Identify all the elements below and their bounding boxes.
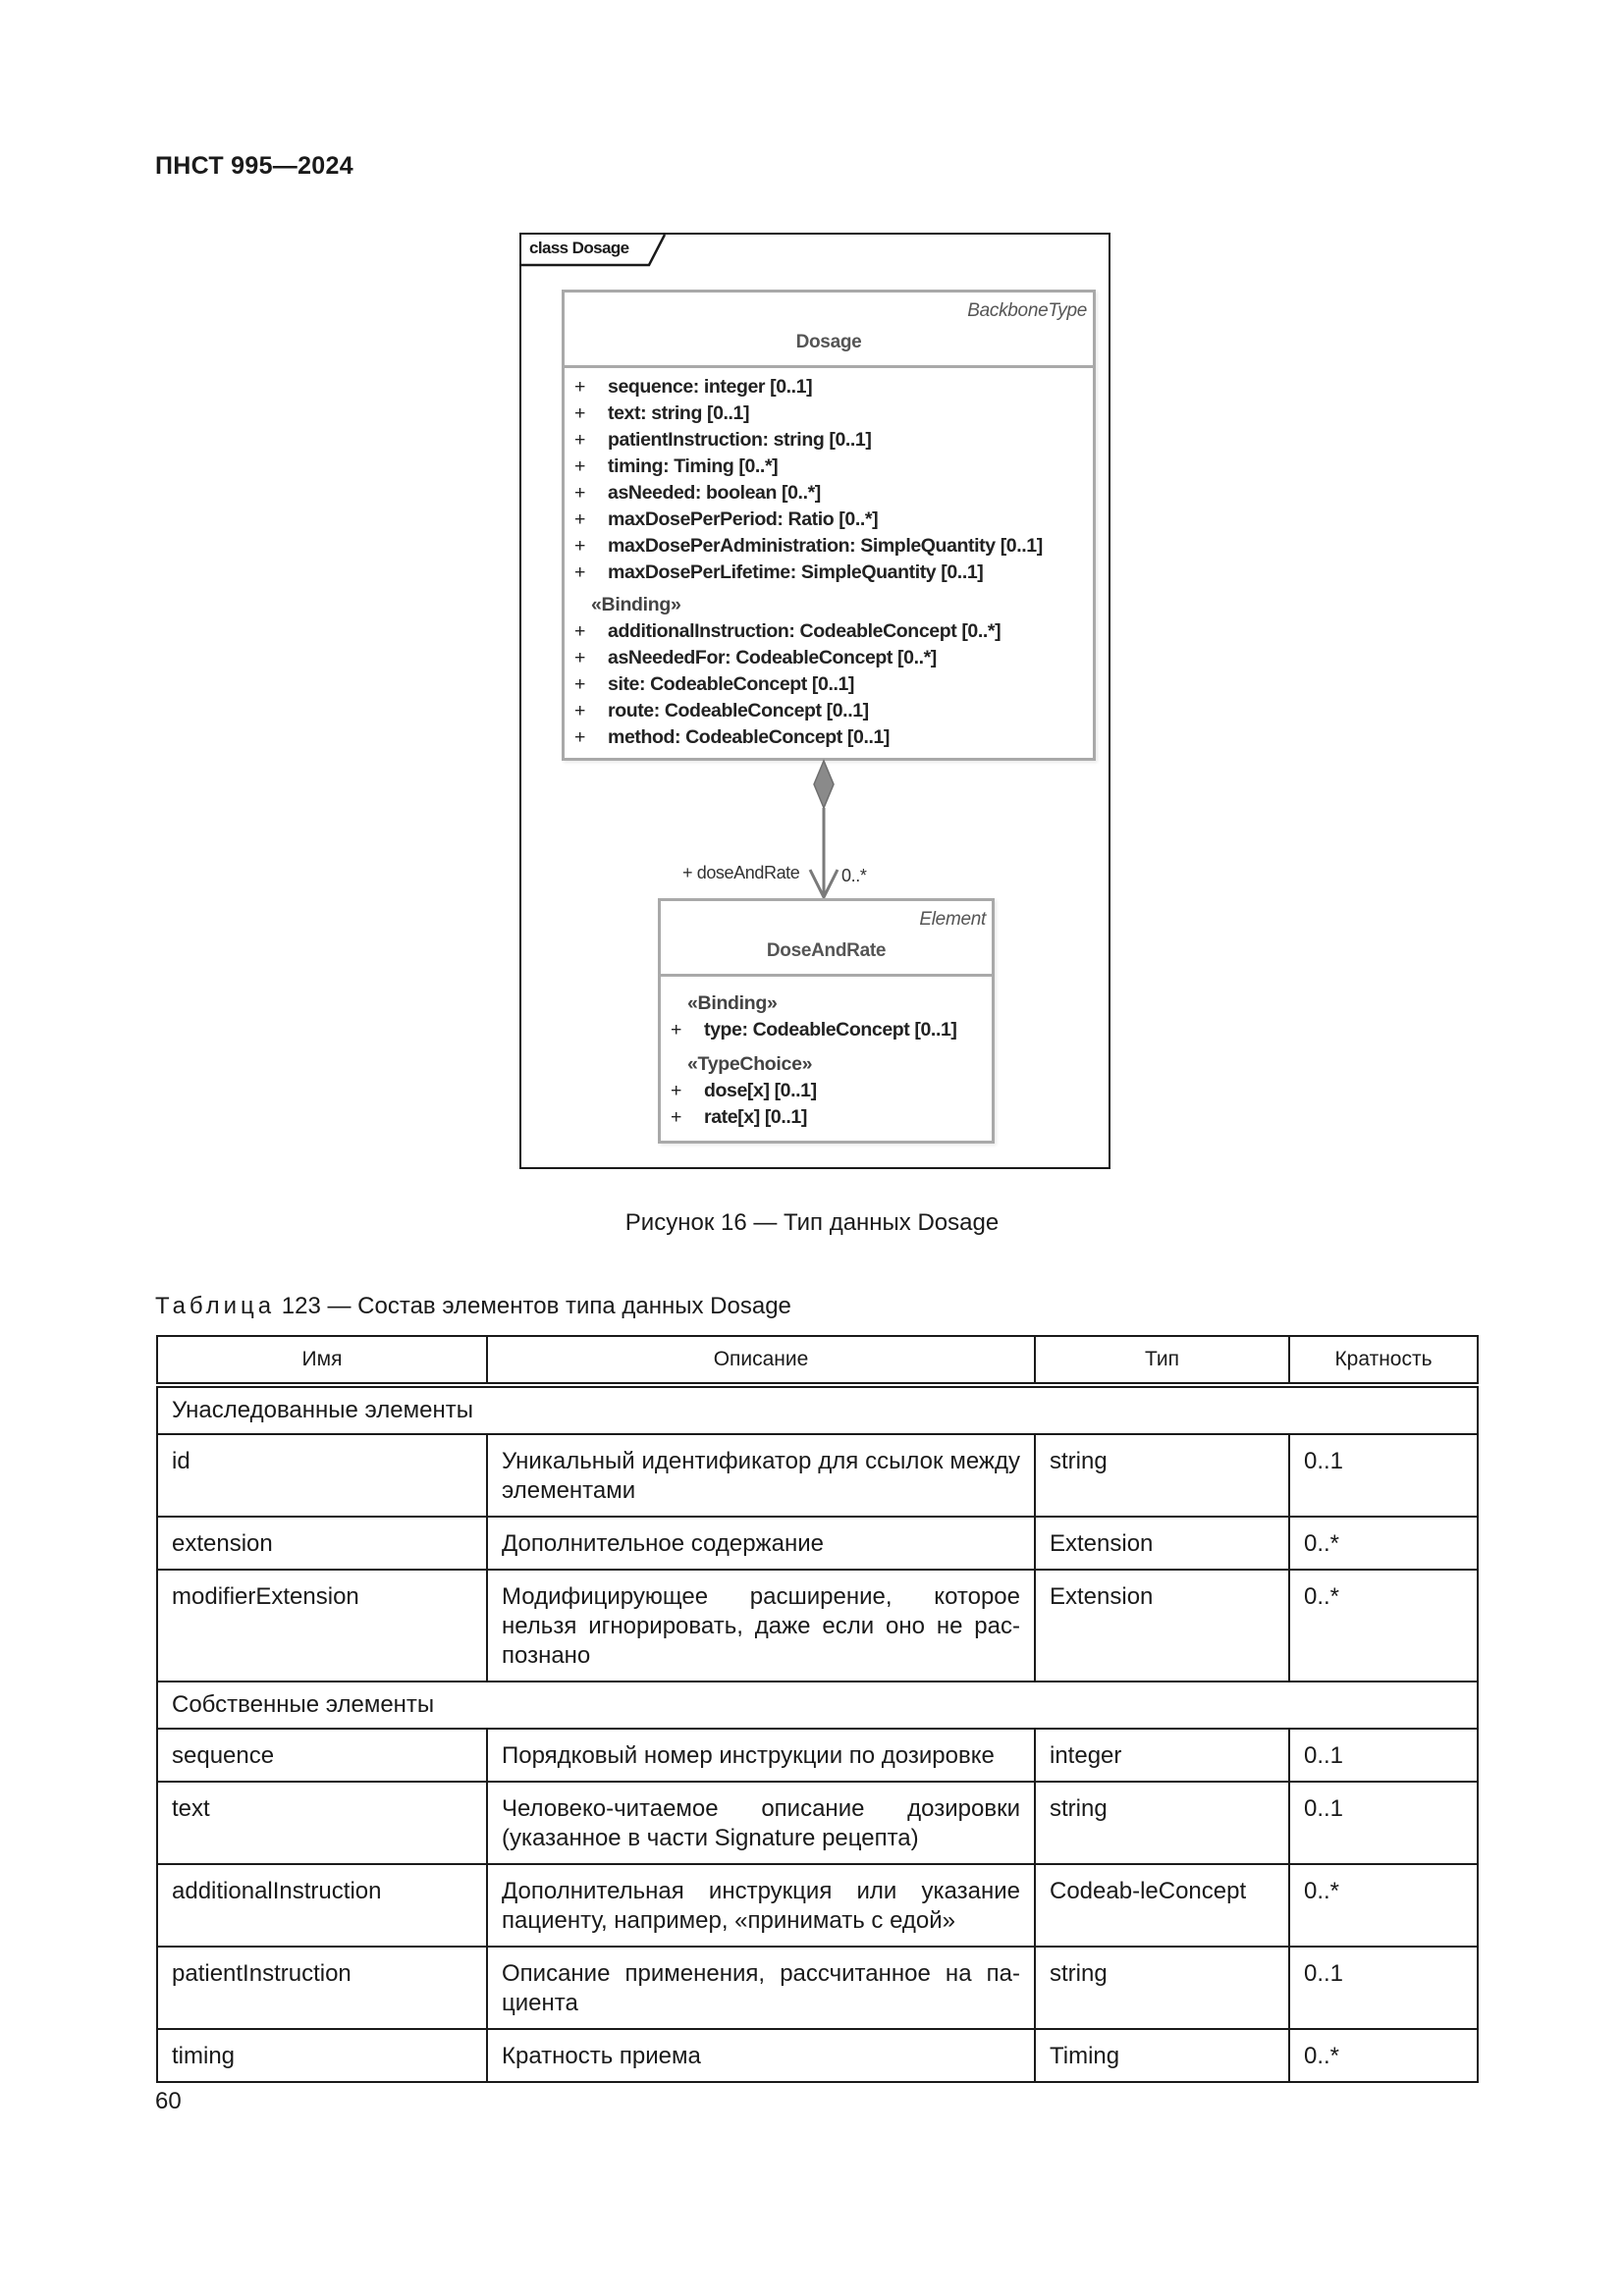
uml-attribute: + asNeededFor: CodeableConcept [0..*] [574,647,937,668]
uml-attribute: + patientInstruction: string [0..1] [574,429,872,451]
uml-attribute: + rate[x] [0..1] [671,1106,807,1128]
table-header-row [157,1336,1478,1385]
class-dose-and-rate [658,898,995,1144]
class-dosage-name: Dosage [795,332,862,352]
class-dose-and-rate-header [661,901,992,977]
binding-stereotype: «Binding» [687,992,778,1014]
table-row [157,1729,1478,1782]
cell-name: timing [157,2029,487,2082]
cell-type: string [1035,1434,1289,1517]
class-dosage-stereotype: BackboneType [967,300,1087,321]
cell-type: Extension [1035,1570,1289,1682]
cell-name: text [157,1782,487,1864]
cell-description: Описание применения, рассчитанное на па-циента [487,1947,1035,2029]
class-dose-and-rate-name: DoseAndRate [766,940,887,961]
table-title-text: 123 — Состав элементов типа данных Dosage [281,1293,791,1319]
table-row [157,2029,1478,2082]
uml-attribute: + maxDosePerLifetime: SimpleQuantity [0..1] [574,561,984,583]
binding-stereotype: «Binding» [591,594,681,615]
cell-name: extension [157,1517,487,1570]
typechoice-stereotype: «TypeChoice» [687,1053,813,1075]
uml-attribute: + maxDosePerPeriod: Ratio [0..*] [574,508,879,530]
table-row [157,1434,1478,1517]
uml-attribute: + text: string [0..1] [574,402,750,424]
header-type: Тип [1035,1336,1289,1385]
cell-description: Дополнительное содержание [487,1517,1035,1570]
class-dose-and-rate-stereotype: Element [919,909,986,930]
table-row [157,1570,1478,1682]
cell-type: string [1035,1947,1289,2029]
table-row [157,1864,1478,1947]
table-row [157,1947,1478,2029]
uml-attribute: + additionalInstruction: CodeableConcept [0..*] [574,620,1001,642]
header-description: Описание [487,1336,1035,1385]
cell-cardinality: 0..1 [1289,1434,1478,1517]
table-title-prefix: Таблица [155,1293,276,1319]
uml-attribute: + dose[x] [0..1] [671,1080,817,1101]
cell-type: integer [1035,1729,1289,1782]
uml-attribute: + sequence: integer [0..1] [574,376,813,398]
cell-name: additionalInstruction [157,1864,487,1947]
cell-cardinality: 0..1 [1289,1782,1478,1864]
section-label: Унаследованные элементы [157,1385,1478,1434]
table-title [155,1293,791,1320]
uml-diagram-frame [519,233,1110,1169]
cell-type: string [1035,1782,1289,1864]
association-role: + doseAndRate [682,863,800,882]
header-cardinality: Кратность [1289,1336,1478,1385]
cell-type: Timing [1035,2029,1289,2082]
uml-attribute: + asNeeded: boolean [0..*] [574,482,821,504]
cell-type: Extension [1035,1517,1289,1570]
cell-name: sequence [157,1729,487,1782]
uml-attribute: + timing: Timing [0..*] [574,455,779,477]
document-code: ПНСТ 995—2024 [155,152,353,180]
section-row-own [157,1682,1478,1729]
composition-diamond-icon [814,761,834,808]
cell-cardinality: 0..1 [1289,1947,1478,2029]
cell-cardinality: 0..1 [1289,1729,1478,1782]
frame-label: class Dosage [529,239,629,257]
cell-description: Человеко-читаемое описание дозировки (указанное в части Signature рецепта) [487,1782,1035,1864]
section-row-inherited [157,1385,1478,1434]
uml-attribute: + method: CodeableConcept [0..1] [574,726,891,748]
cell-cardinality: 0..* [1289,1517,1478,1570]
table-row [157,1782,1478,1864]
class-dose-and-rate-attributes [661,977,992,1133]
uml-attribute: + maxDosePerAdministration: SimpleQuantity [0..1] [574,535,1043,557]
cell-description: Порядковый номер инструкции по дозировке [487,1729,1035,1782]
cell-description: Дополнительная инструкция или указание пациенту, например, «принимать с едой» [487,1864,1035,1947]
figure-caption: Рисунок 16 — Тип данных Dosage [624,1209,1000,1236]
table-row [157,1517,1478,1570]
cell-description: Кратность приема [487,2029,1035,2082]
cell-name: id [157,1434,487,1517]
uml-attribute: + type: CodeableConcept [0..1] [671,1019,957,1041]
page-number: 60 [155,2088,182,2114]
cell-name: modifierExtension [157,1570,487,1682]
cell-name: patientInstruction [157,1947,487,2029]
section-label: Собственные элементы [157,1682,1478,1729]
cell-description: Уникальный идентификатор для ссылок между элементами [487,1434,1035,1517]
cell-cardinality: 0..* [1289,1864,1478,1947]
header-name: Имя [157,1336,487,1385]
cell-cardinality: 0..* [1289,2029,1478,2082]
uml-attribute: + site: CodeableConcept [0..1] [574,673,855,695]
cell-description: Модифицирующее расширение, которое нельзя игнорировать, даже если оно не рас-познано [487,1570,1035,1682]
uml-attribute: + route: CodeableConcept [0..1] [574,700,869,721]
association-multiplicity: 0..* [841,866,867,885]
cell-type: Codeab-leConcept [1035,1864,1289,1947]
elements-table [156,1335,1479,2083]
cell-cardinality: 0..* [1289,1570,1478,1682]
